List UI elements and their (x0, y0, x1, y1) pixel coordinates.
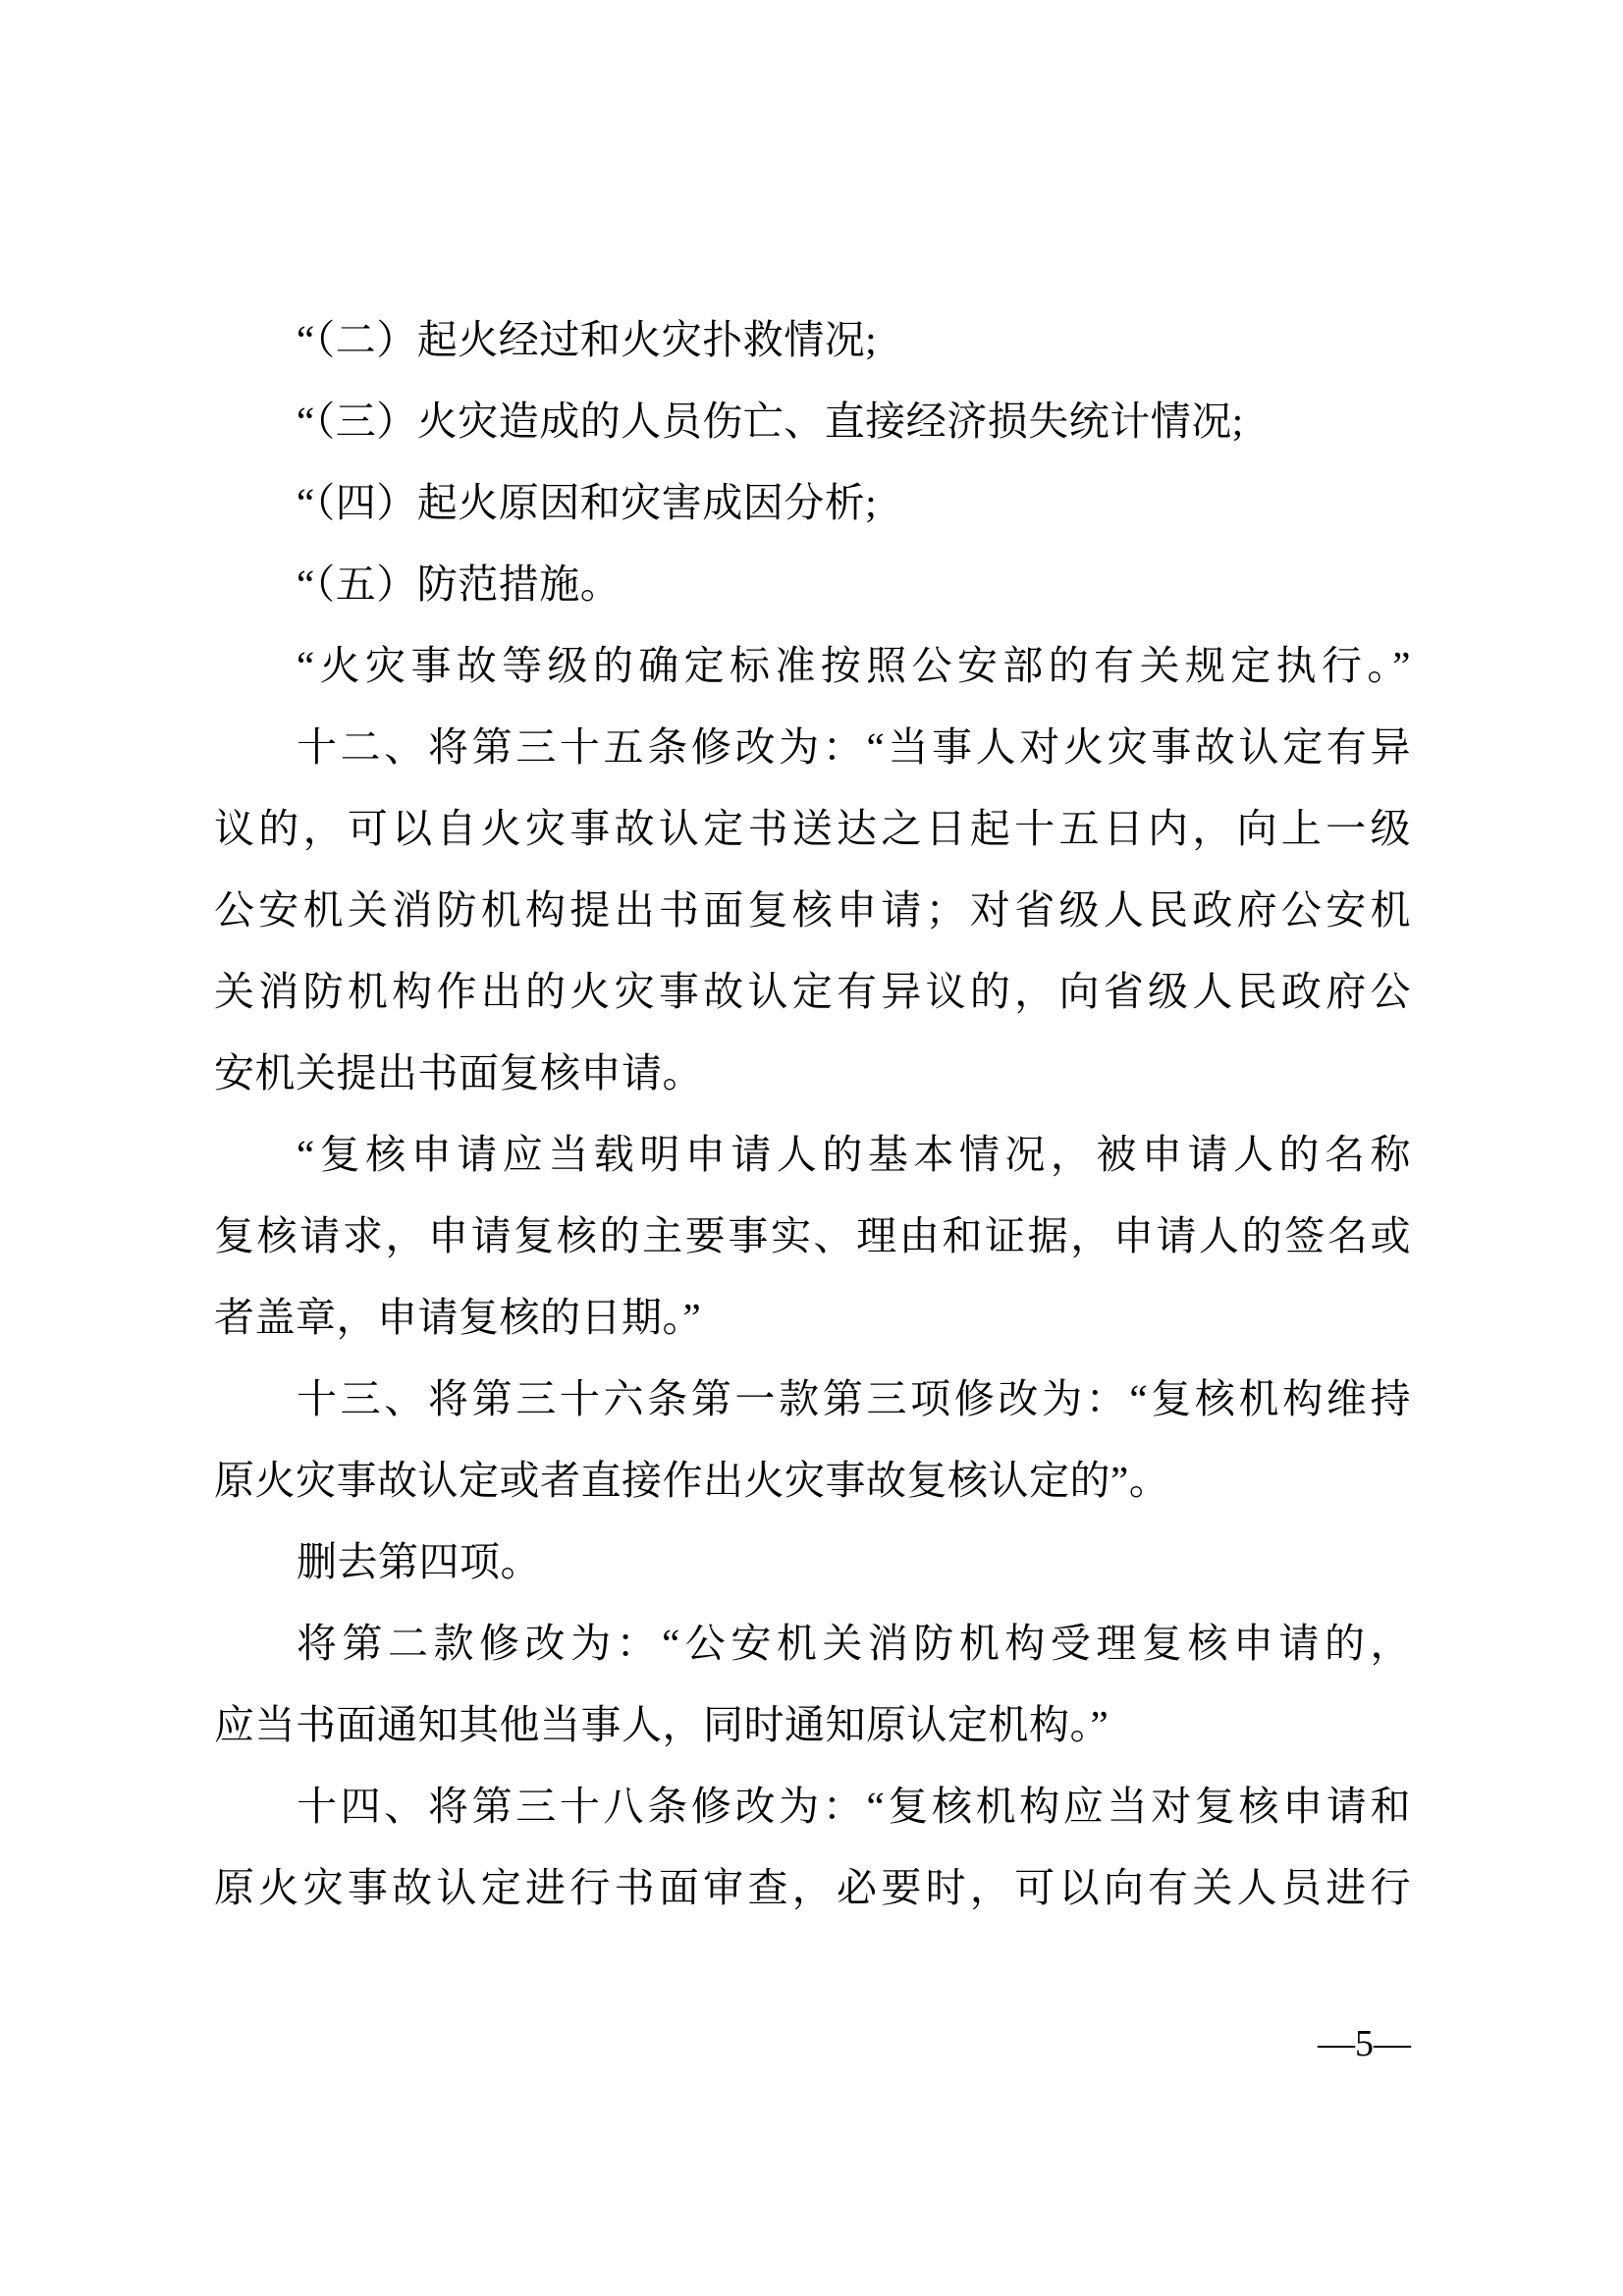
document-line: 删去第四项。 (297, 1539, 541, 1584)
document-line: 关消防机构作出的火灾事故认定有异议的，向省级人民政府公 (214, 969, 1411, 1014)
document-text-block (214, 299, 1411, 1929)
document-line: 十四、将第三十八条修改为：“复核机构应当对复核申请和 (297, 1784, 1411, 1829)
document-line: “（五）防范措施。 (297, 561, 622, 607)
document-line: 十二、将第三十五条修改为：“当事人对火灾事故认定有异 (297, 724, 1411, 770)
document-line: “（二）起火经过和火灾扑救情况; (297, 317, 878, 362)
document-line: 原火灾事故认定进行书面审查，必要时，可以向有关人员进行 (214, 1865, 1411, 1910)
document-line: 原火灾事故认定或者直接作出火灾事故复核认定的”。 (214, 1458, 1170, 1503)
document-line: 公安机关消防机构提出书面复核申请；对省级人民政府公安机 (214, 887, 1411, 933)
document-line: “火灾事故等级的确定标准按照公安部的有关规定执行。” (297, 643, 1411, 688)
document-line: 十三、将第三十六条第一款第三项修改为：“复核机构维持 (297, 1376, 1411, 1421)
page-number: —5— (1318, 2023, 1411, 2064)
document-line: 应当书面通知其他当事人，同时通知原认定机构。” (214, 1702, 1109, 1747)
document-line: 议的，可以自火灾事故认定书送达之日起十五日内，向上一级 (214, 806, 1411, 851)
document-line: 将第二款修改为：“公安机关消防机构受理复核申请的， (297, 1621, 1411, 1666)
document-line: 者盖章，申请复核的日期。” (214, 1295, 702, 1340)
document-line: 安机关提出书面复核申请。 (214, 1050, 703, 1095)
document-line: 复核请求，申请复核的主要事实、理由和证据，申请人的签名或 (214, 1213, 1411, 1258)
document-line: “复核申请应当载明申请人的基本情况，被申请人的名称 (297, 1132, 1411, 1177)
document-line: “（四）起火原因和灾害成因分析; (297, 480, 878, 525)
document-line: “（三）火灾造成的人员伤亡、直接经济损失统计情况; (297, 399, 1244, 444)
